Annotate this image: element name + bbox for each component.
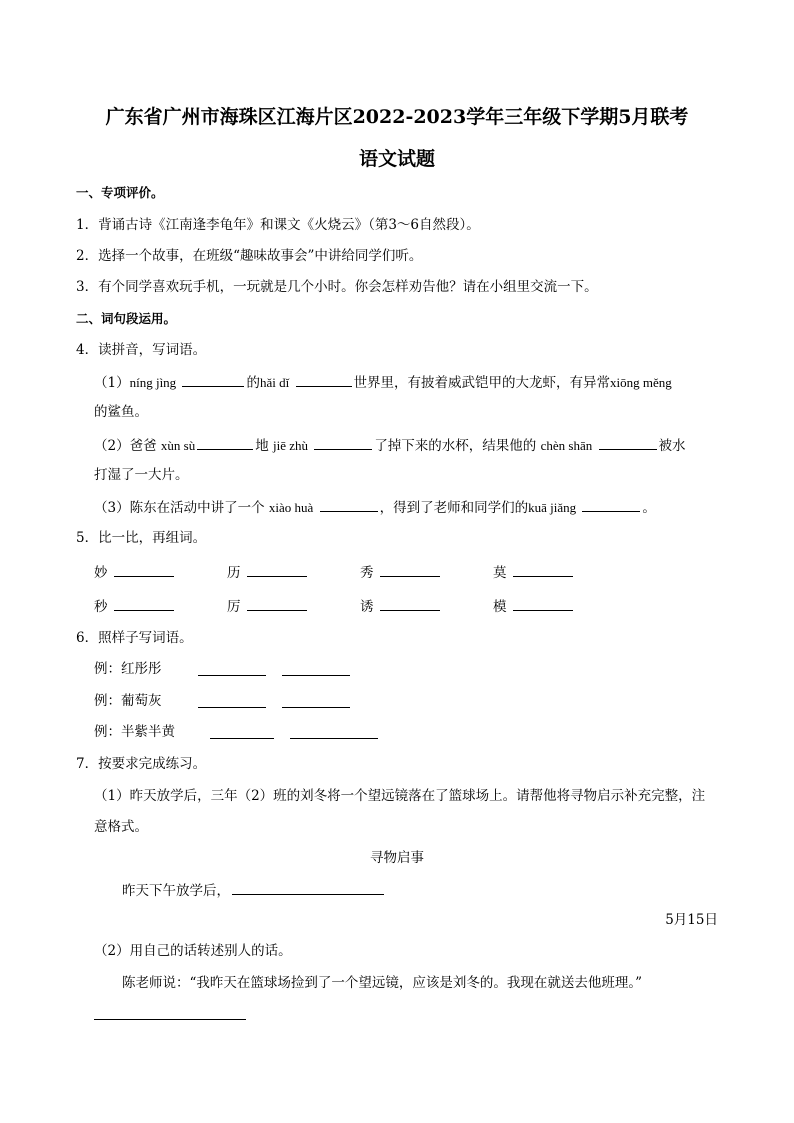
question-4-part-1 (94, 371, 672, 393)
part-label: （2）爸爸 (94, 438, 157, 454)
quote-text: 陈老师说：“我昨天在篮球场捡到了一个望远镜，应该是刘冬的。我现在就送去他班理。” (122, 975, 643, 991)
answer-blank[interactable] (296, 371, 352, 387)
pinyin: xiōng měng (610, 375, 672, 390)
answer-blank[interactable] (197, 434, 253, 450)
answer-blank[interactable] (314, 434, 372, 450)
answer-blank[interactable] (582, 496, 640, 512)
answer-blank[interactable] (232, 879, 384, 895)
title-line-1: 广东省广州市海珠区江海片区2022-2023学年三年级下学期5月联考 (105, 106, 689, 128)
answer-blank[interactable] (513, 561, 573, 577)
answer-blank[interactable] (513, 595, 573, 611)
answer-blank[interactable] (380, 595, 440, 611)
question-6-stem: 6．照样子写词语。 (76, 630, 193, 646)
compare-char: 妙 (94, 561, 176, 583)
example-word: 例：半紫半黄 (94, 724, 175, 740)
answer-blank[interactable] (114, 561, 174, 577)
pinyin: xiào huà (268, 500, 314, 515)
part-label: （1） (94, 375, 130, 391)
part-label: （3）陈东在活动中讲了一个 (94, 500, 265, 516)
text: 地 (255, 438, 269, 454)
compare-char: 秒 (94, 595, 176, 617)
title-line-2: 语文试题 (358, 148, 435, 170)
example-word: 例：葡萄灰 (94, 693, 162, 709)
answer-blank[interactable] (380, 561, 440, 577)
compare-char: 秀 (360, 561, 442, 583)
question-4-part-2-cont: 打湿了一大片。 (94, 467, 189, 483)
question-3: 3．有个同学喜欢玩手机，一玩就是几个小时。你会怎样劝告他？请在小组里交流一下。 (76, 279, 598, 295)
pinyin: kuā jiǎng (528, 500, 577, 515)
notice-body: 昨天下午放学后， (122, 879, 386, 901)
example-word: 例：红彤彤 (94, 661, 162, 677)
question-2: 2．选择一个故事，在班级“趣味故事会”中讲给同学们听。 (76, 248, 423, 264)
answer-blank[interactable] (282, 660, 350, 676)
answer-blank[interactable] (114, 595, 174, 611)
compare-char: 模 (493, 595, 575, 617)
section-heading-2: 二、词句段运用。 (76, 311, 177, 326)
answer-blank[interactable] (247, 595, 307, 611)
text: 。 (642, 500, 656, 516)
question-4-stem: 4．读拼音，写词语。 (76, 342, 207, 358)
text: 了掉下来的水杯，结果他的 (374, 438, 537, 454)
answer-blank[interactable] (320, 496, 378, 512)
pinyin: níng jìng (129, 375, 177, 390)
answer-line[interactable] (94, 1019, 246, 1020)
compare-char: 莫 (493, 561, 575, 583)
pinyin: jiē zhù (273, 438, 309, 453)
answer-blank[interactable] (282, 692, 350, 708)
text: ，得到了老师和同学们的 (379, 500, 529, 516)
question-7-part-1: （1）昨天放学后，三年（2）班的刘冬将一个望远镜落在了篮球场上。请帮他将寻物启示补充完整，注 (94, 788, 706, 804)
question-7-part-2: （2）用自己的话转述别人的话。 (94, 943, 292, 959)
answer-blank[interactable] (210, 723, 274, 739)
question-4-part-1-cont: 的鲨鱼。 (94, 404, 148, 420)
answer-blank[interactable] (290, 723, 378, 739)
text: 世界里，有披着威武铠甲的大龙虾，有异常 (353, 375, 611, 391)
answer-blank[interactable] (182, 371, 244, 387)
pinyin: xùn sù (160, 438, 196, 453)
question-5-stem: 5．比一比，再组词。 (76, 530, 207, 546)
compare-char: 诱 (360, 595, 442, 617)
answer-blank[interactable] (599, 434, 657, 450)
answer-blank[interactable] (198, 660, 266, 676)
notice-title: 寻物启事 (370, 850, 424, 866)
pinyin: chèn shān (540, 438, 593, 453)
compare-char: 历 (227, 561, 309, 583)
question-4-part-2 (94, 434, 686, 456)
question-7-part-1-cont: 意格式。 (94, 819, 148, 835)
compare-char: 厉 (227, 595, 309, 617)
text: 被水 (658, 438, 686, 454)
pinyin: hǎi dǐ (259, 375, 290, 390)
question-4-part-3 (94, 496, 656, 518)
section-heading-1: 一、专项评价。 (76, 185, 164, 200)
question-1: 1．背诵古诗《江南逢李龟年》和课文《火烧云》（第3～6自然段）。 (76, 217, 480, 233)
answer-blank[interactable] (247, 561, 307, 577)
answer-blank[interactable] (198, 692, 266, 708)
notice-date: 5月15日 (665, 912, 718, 928)
question-7-stem: 7．按要求完成练习。 (76, 756, 207, 772)
text: 的 (246, 375, 260, 391)
